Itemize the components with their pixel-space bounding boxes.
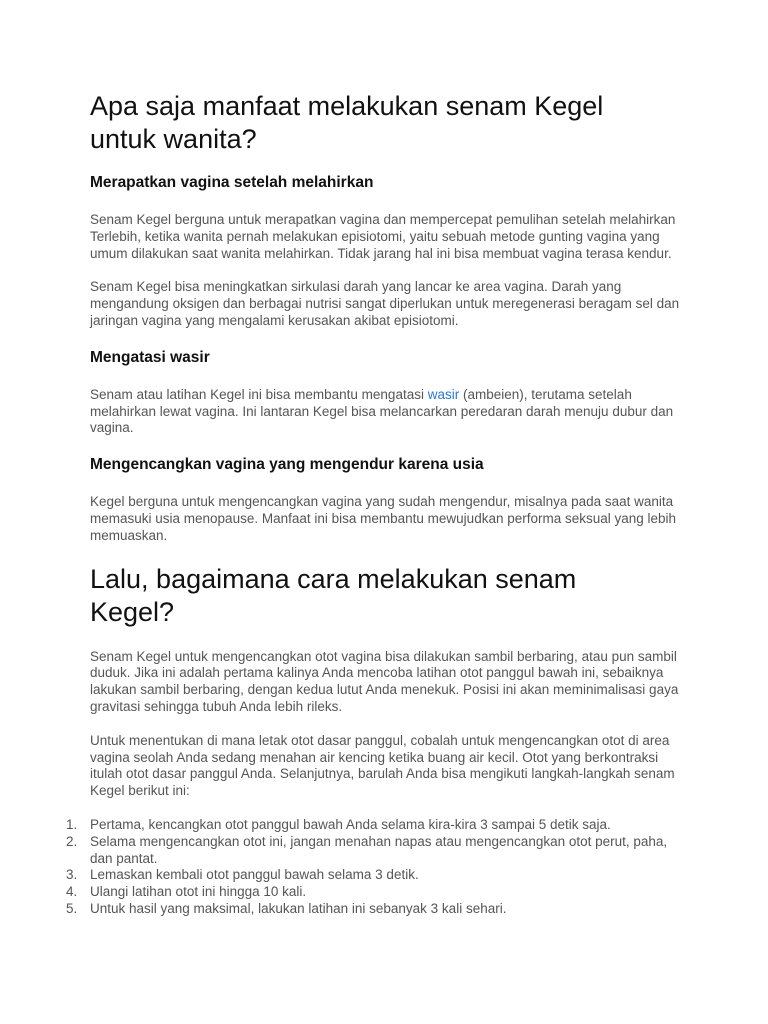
wasir-link[interactable]: wasir [423, 386, 460, 402]
list-item [66, 884, 690, 901]
paragraph-cara-2: Untuk menentukan di mana letak otot dasar panggul, cobalah untuk mengencangkan otot di area vagina seolah Anda sedang menahan air kencing ketika buang air kecil. Otot yang berkontraksi itulah otot dasar panggul Anda. Selanjutnya, barulah Anda bisa mengikuti langkah-langkah senam Kegel berikut ini: [90, 732, 675, 799]
steps-list [66, 817, 690, 918]
list-item-number: 4. [66, 884, 78, 900]
list-item-text: Untuk hasil yang maksimal, lakukan latihan ini sebanyak 3 kali sehari. [90, 900, 507, 916]
list-item [66, 867, 690, 884]
list-item [66, 900, 690, 918]
list-item-text: Lemaskan kembali otot panggul bawah selama 3 detik. [90, 867, 419, 883]
heading-wasir: Mengatasi wasir [90, 348, 210, 366]
list-item-text: Selama mengencangkan otot ini, jangan menahan napas atau mengencangkan otot perut, paha, dan pantat. [90, 833, 668, 866]
list-item-text: Ulangi latihan otot ini hingga 10 kali. [90, 884, 307, 900]
list-item [66, 817, 690, 834]
paragraph-wasir-before: Senam atau latihan Kegel ini bisa membantu mengatasi [90, 386, 424, 402]
list-item [66, 833, 690, 868]
list-item-number: 5. [66, 900, 78, 916]
heading-mengencangkan: Mengencangkan vagina yang mengendur karena usia [90, 456, 484, 474]
paragraph-wasir-after: (ambeien), terutama setelah melahirkan lewat vagina. Ini lantaran Kegel bisa melancarkan peredaran darah menuju dubur dan vagina. [90, 386, 674, 436]
paragraph-mengencangkan: Kegel berguna untuk mengencangkan vagina yang sudah mengendur, misalnya pada saat wanita memasuki usia menopause. Manfaat ini bisa membantu mewujudkan performa seksual yang lebih memuaskan. [90, 494, 677, 543]
list-item-number: 3. [66, 867, 78, 883]
paragraph-merapatkan-2: Senam Kegel bisa meningkatkan sirkulasi darah yang lancar ke area vagina. Darah yang mengandung oksigen dan berbagai nutrisi sangat diperlukan untuk meregenerasi beragam sel dan jaringan vagina yang mengalami kerusakan akibat episiotomi. [90, 279, 680, 328]
article-content [90, 90, 690, 800]
paragraph-wasir [90, 387, 682, 437]
list-item-text: Pertama, kencangkan otot panggul bawah Anda selama kira-kira 3 sampai 5 detik saja. [90, 817, 611, 832]
list-item-number: 2. [66, 833, 78, 849]
title-cara: Lalu, bagaimana cara melakukan senam Kegel? [90, 563, 577, 627]
title-benefits: Apa saja manfaat melakukan senam Kegel untuk wanita? [90, 91, 604, 154]
heading-merapatkan: Merapatkan vagina setelah melahirkan [90, 174, 374, 191]
paragraph-cara-1: Senam Kegel untuk mengencangkan otot vagina bisa dilakukan sambil berbaring, atau pun sambil duduk. Jika ini adalah pertama kalinya Anda mencoba latihan otot panggul bawah ini, sebaiknya lakukan sambil berbaring, dengan kedua lutut Anda menekuk. Posisi ini akan meminimalisasi gaya gravitasi sehingga tubuh Anda lebih rileks. [90, 648, 679, 714]
list-item-number: 1. [66, 817, 78, 832]
paragraph-merapatkan-1: Senam Kegel berguna untuk merapatkan vagina dan mempercepat pemulihan setelah melahirkan Terlebih, ketika wanita pernah melakukan episiotomi, yaitu sebuah metode gunting vagina yang umum dilakukan saat wanita melahirkan. Tidak jarang hal ini bisa membuat vagina terasa kendur. [90, 212, 676, 261]
